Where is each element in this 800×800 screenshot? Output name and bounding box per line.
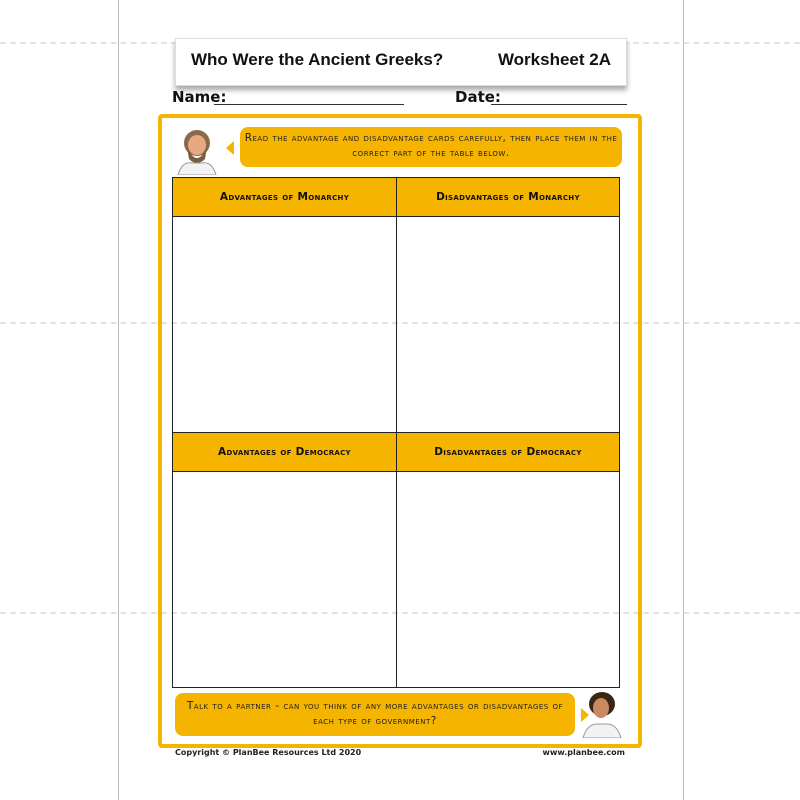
- greek-man-avatar-icon: [172, 125, 222, 175]
- title-banner: [175, 38, 627, 86]
- copyright: Copyright © PlanBee Resources Ltd 2020: [175, 748, 362, 757]
- date-field[interactable]: [491, 104, 627, 105]
- greek-woman-avatar-icon: [577, 688, 627, 738]
- instruction-bubble: Read the advantage and disadvantage cards carefully, then place them in the correct part of the table below.: [240, 127, 622, 167]
- sorting-table: [172, 177, 620, 688]
- worksheet-title: Who Were the Ancient Greeks?: [191, 50, 444, 69]
- header-disadvantages-democracy: Disadvantages of Democracy: [397, 433, 619, 472]
- name-field[interactable]: [214, 104, 404, 105]
- name-label: Name:: [172, 88, 227, 106]
- partner-prompt-bubble: Talk to a partner - can you think of any more advantages or disadvantages of each type of government?: [175, 693, 575, 736]
- header-advantages-monarchy: Advantages of Monarchy: [173, 178, 396, 217]
- worksheet-number: Worksheet 2A: [497, 50, 611, 69]
- website-link[interactable]: www.planbee.com: [542, 748, 625, 757]
- header-disadvantages-monarchy: Disadvantages of Monarchy: [397, 178, 619, 217]
- header-advantages-democracy: Advantages of Democracy: [173, 433, 396, 472]
- date-label: Date:: [455, 88, 501, 106]
- row-divider: [173, 432, 619, 433]
